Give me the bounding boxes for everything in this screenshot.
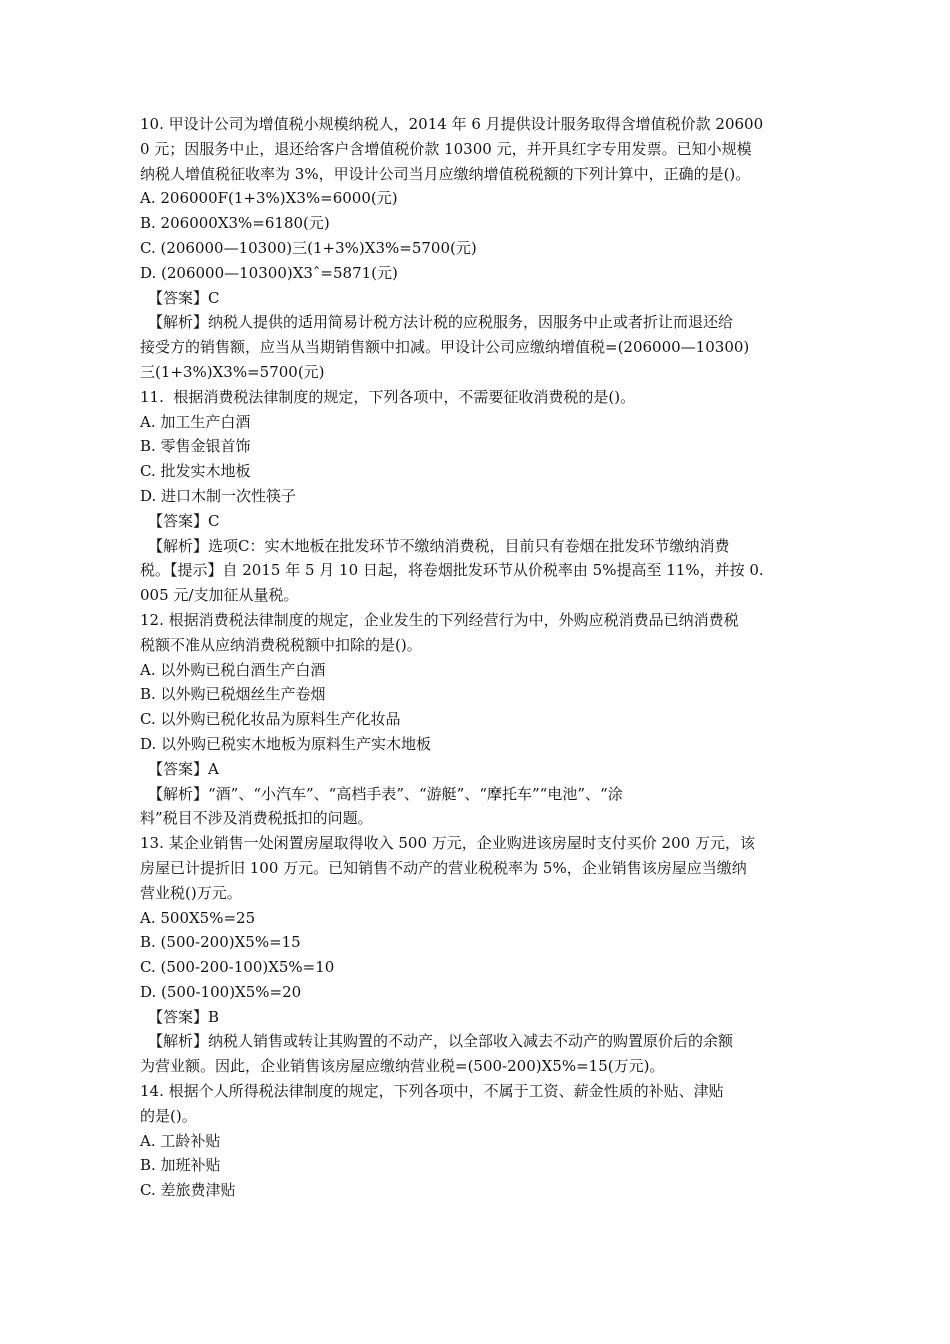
question-12-option-c: C. 以外购已税化妆品为原料生产化妆品 [140,710,401,729]
question-11-answer: 【答案】C [148,511,220,530]
question-14-option-c: C. 差旅费津贴 [140,1181,236,1200]
question-11-option-d: D. 进口木制一次性筷子 [140,486,297,505]
question-13-line: 房屋已计提折旧 100 万元。已知销售不动产的营业税税率为 5%，企业销售该房屋应当缴纳 [140,858,747,877]
question-14-line: 14. 根据个人所得税法律制度的规定，下列各项中，不属于工资、薪金性质的补贴、津贴 [140,1082,724,1101]
question-13-answer: 【答案】B [148,1007,220,1026]
question-11-option-b: B. 零售金银首饰 [140,437,251,456]
question-13-analysis: 【解析】纳税人销售或转让其购置的不动产，以全部收入减去不动产的购置原价后的余额 [148,1032,734,1051]
question-10-line: 10. 甲设计公司为增值税小规模纳税人，2014 年 6 月提供设计服务取得含增值税价款 20600 [140,115,764,133]
question-10-line: 0 元；因服务中止，退还给客户含增值税价款 10300 元，并开具红字专用发票。已知小规模 [140,139,752,158]
question-10-option-b: B. 206000X3%=6180(元) [140,214,330,233]
question-12-analysis: 料”税目不涉及消费税抵扣的问题。 [140,809,373,828]
question-12-line: 税额不准从应纳消费税税额中扣除的是()。 [140,635,422,654]
question-14-option-b: B. 加班补贴 [140,1156,221,1175]
question-11-option-c: C. 批发实木地板 [140,462,251,481]
question-10-line: 纳税人增值税征收率为 3%，甲设计公司当月应缴纳增值税税额的下列计算中，正确的是()。 [140,164,751,183]
question-11-analysis: 【解析】选项C：实木地板在批发环节不缴纳消费税，目前只有卷烟在批发环节缴纳消费 [148,536,730,555]
question-11-analysis: 005 元/支加征从量税。 [140,586,299,605]
question-13-option-c: C. (500-200-100)X5%=10 [140,958,335,977]
question-12-line: 12. 根据消费税法律制度的规定，企业发生的下列经营行为中，外购应税消费品已纳消费税 [140,610,739,629]
question-12-option-a: A. 以外购已税白酒生产白酒 [140,660,326,679]
question-12-option-b: B. 以外购已税烟丝生产卷烟 [140,685,326,704]
question-13-option-a: A. 500X5%=25 [140,908,256,927]
question-11-line: 11. 根据消费税法律制度的规定，下列各项中，不需要征收消费税的是()。 [140,387,636,406]
question-13-line: 13. 某企业销售一处闲置房屋取得收入 500 万元，企业购进该房屋时支付买价 200 万元，该 [140,834,755,853]
question-10-option-c: C. (206000—10300)三(1+3%)X3%=5700(元) [140,238,477,257]
question-12-option-d: D. 以外购已税实木地板为原料生产实木地板 [140,734,432,753]
question-10-option-a: A. 206000F(1+3%)X3%=6000(元) [140,189,398,208]
question-12-answer: 【答案】A [148,759,219,778]
question-13-analysis: 为营业额。因此，企业销售该房屋应缴纳营业税=(500-200)X5%=15(万元)。 [140,1057,665,1076]
question-13-option-b: B. (500-200)X5%=15 [140,933,301,952]
document-body [140,112,830,1203]
question-11-option-a: A. 加工生产白酒 [140,412,251,431]
question-13-option-d: D. (500-100)X5%=20 [140,982,302,1001]
question-10-analysis: 【解析】纳税人提供的适用简易计税方法计税的应税服务，因服务中止或者折让而退还给 [148,313,734,332]
question-13-line: 营业税()万元。 [140,883,242,902]
question-14-option-a: A. 工龄补贴 [140,1131,221,1150]
question-12-analysis: 【解析】“酒”、“小汽车”、“高档手表”、“游艇”、“摩托车”“电池”、“涂 [148,784,623,803]
question-10-answer: 【答案】C [148,288,220,307]
question-14-line: 的是()。 [140,1106,197,1125]
question-10-analysis: 接受方的销售额，应当从当期销售额中扣减。甲设计公司应缴纳增值税=(206000—10300) [140,338,750,357]
question-10-option-d: D. (206000—10300)X3ˆ=5871(元) [140,263,398,282]
question-10-analysis: 三(1+3%)X3%=5700(元) [140,362,325,381]
question-11-analysis: 税。【提示】自 2015 年 5 月 10 日起，将卷烟批发环节从价税率由 5%提高至 11%，并按 0. [140,561,764,580]
